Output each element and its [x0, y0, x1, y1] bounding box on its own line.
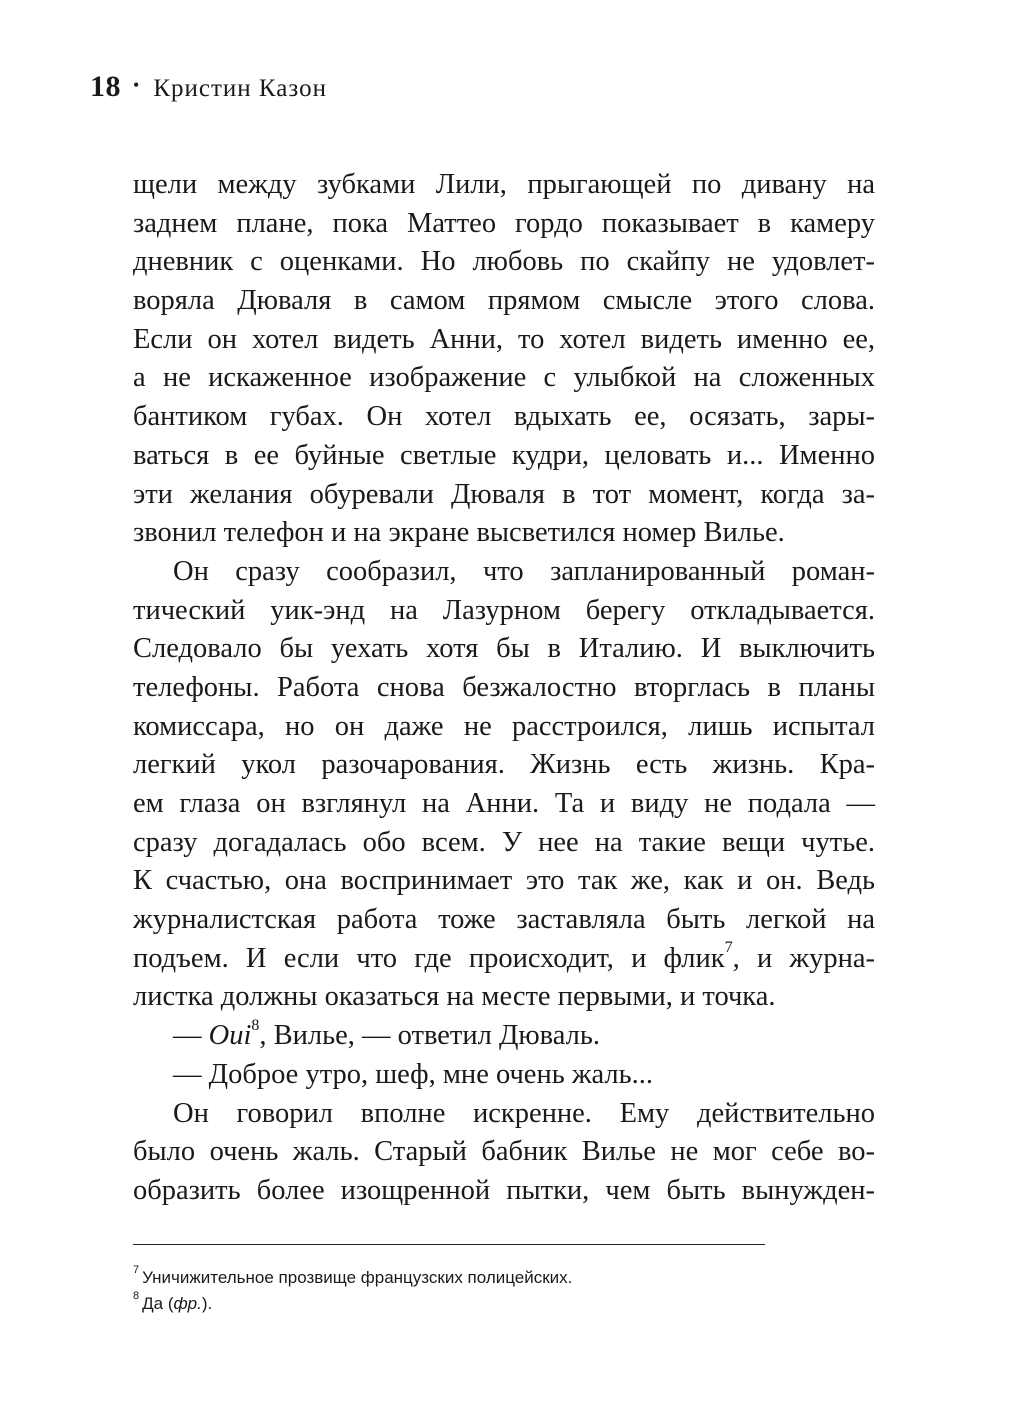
dialog-dash: —	[173, 1020, 202, 1052]
foreign-word: Oui	[208, 1020, 252, 1052]
text-line: Если он хотел видеть Анни, то хотел видеть именно ее,	[133, 323, 875, 355]
footnote-text: ).	[201, 1294, 213, 1313]
dialog-line: — Доброе утро, шеф, мне очень жаль...	[173, 1058, 654, 1090]
text-line: а не искаженное изображение с улыбкой на сложенных	[133, 362, 875, 394]
text-line: ем глаза он взглянул на Анни. Та и виду не подала —	[133, 788, 875, 819]
text-line: телефоны. Работа снова безжалостно вторглась в планы	[133, 671, 875, 703]
text-fragment: , и журна-	[732, 942, 875, 974]
footnote-8	[133, 1291, 875, 1317]
text-line: Он говорил вполне искренне. Ему действительно	[173, 1097, 875, 1129]
author-name: Кристин Казон	[153, 75, 327, 102]
text-line: комиссара, но он даже не расстроился, лишь испытал	[133, 710, 875, 742]
text-line: эти желания обуревали Дюваля в тот момент, когда за-	[133, 478, 875, 510]
text-line: журналистская работа тоже заставляла быть легкой на	[133, 904, 875, 936]
text-fragment: , Вилье, — ответил Дюваль.	[259, 1020, 601, 1052]
running-header	[90, 70, 327, 114]
footnote-text: Уничижительное прозвище французских полицейских.	[142, 1268, 573, 1287]
text-line: образить более изощренной пытки, чем быть вынужден-	[133, 1174, 875, 1206]
footnote-italic: фр.	[173, 1294, 202, 1313]
text-line: было очень жаль. Старый бабник Вилье не мог себе во-	[133, 1136, 875, 1168]
text-line: тический уик-энд на Лазурном берегу откладывается.	[133, 594, 875, 626]
footnote-mark: 7	[133, 1264, 140, 1277]
text-fragment: подъем. И если что где происходит, и флик	[133, 942, 725, 974]
text-line: листка должны оказаться на месте первыми, и точка.	[133, 981, 776, 1013]
text-line: легкий укол разочарования. Жизнь есть жизнь. Кра-	[133, 749, 875, 781]
text-line: сразу догадалась обо всем. У нее на такие вещи чутье.	[133, 826, 875, 858]
text-line: ваться в ее буйные светлые кудри, целовать и... Именно	[133, 439, 875, 471]
text-line: щели между зубками Лили, прыгающей по дивану на	[133, 169, 875, 200]
text-line: дневник с оценками. Но любовь по скайпу не удовлет-	[133, 246, 875, 278]
footnote-divider	[133, 1244, 765, 1245]
footnote-ref-8: 8	[251, 1016, 260, 1034]
text-line: Следовало бы уехать хотя бы в Италию. И выключить	[133, 633, 875, 665]
footnote-mark: 8	[133, 1290, 140, 1303]
footnotes	[133, 1265, 875, 1317]
dialog-line	[133, 1017, 875, 1056]
text-line: звонил телефон и на экране высветился номер Вилье.	[133, 517, 785, 549]
body-text	[133, 166, 875, 1211]
text-line: заднем плане, пока Маттео гордо показывает в камеру	[133, 207, 875, 239]
footnote-7	[133, 1265, 875, 1291]
text-line: Он сразу сообразил, что запланированный роман-	[173, 555, 875, 587]
footnote-text: Да (	[142, 1294, 174, 1313]
page-number: 18	[90, 70, 121, 103]
text-line: бантиком губах. Он хотел вдыхать ее, осязать, зары-	[133, 401, 875, 433]
text-line: К счастью, она воспринимает это так же, как и он. Ведь	[133, 865, 875, 897]
header-separator: •	[133, 75, 140, 95]
text-line-with-footnote	[133, 940, 875, 979]
footnote-ref-7: 7	[724, 939, 733, 957]
text-line: воряла Дюваля в самом прямом смысле этого слова.	[133, 285, 875, 317]
